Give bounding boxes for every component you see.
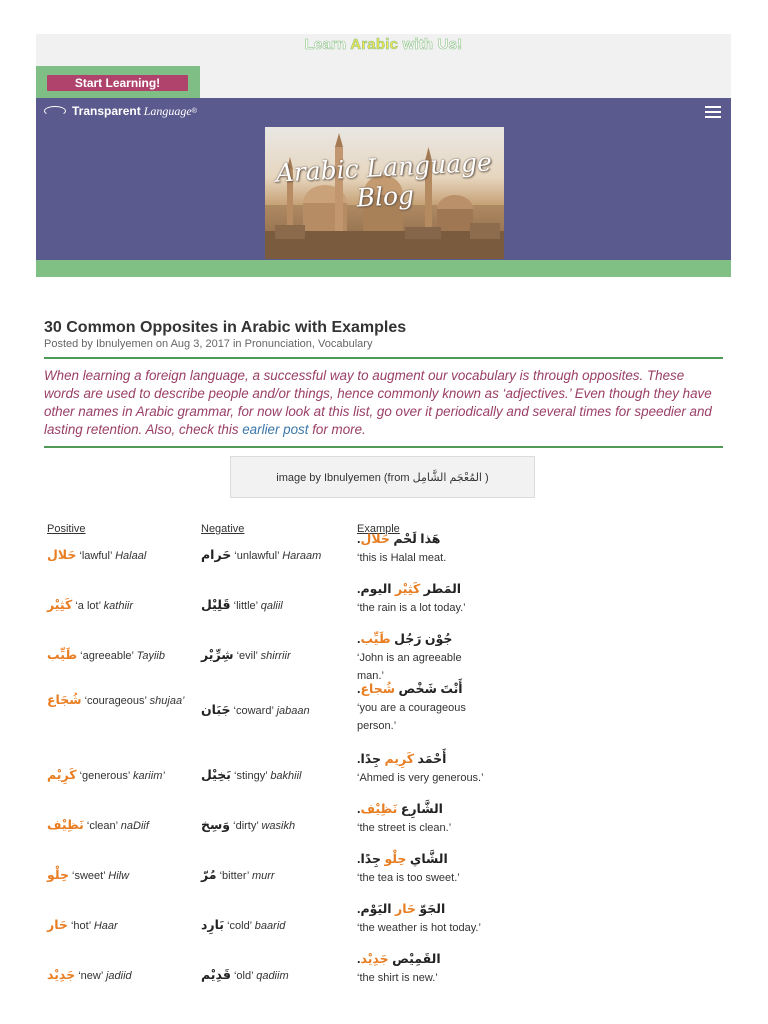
example-arabic: أَنْتَ شَخْص شُجاع. (357, 682, 463, 696)
positive-gloss: ‘sweet’ (72, 870, 106, 882)
example-cell (357, 630, 487, 685)
example-arabic: القَمِيْص جَدِيْد. (357, 952, 441, 966)
positive-translit: jadiid (105, 970, 132, 982)
negative-cell (201, 816, 351, 835)
intro-end: for more. (308, 422, 366, 437)
positive-arabic: كَثِيْر (47, 598, 73, 612)
positive-cell (47, 646, 187, 665)
negative-cell (201, 766, 351, 785)
positive-gloss: ‘generous’ (79, 770, 130, 782)
table-row (44, 952, 723, 990)
author-link[interactable]: Ibnulyemen (95, 338, 153, 350)
positive-cell (47, 596, 187, 615)
negative-cell (201, 866, 351, 885)
example-english: ‘the rain is a lot today.’ (357, 602, 466, 614)
example-cell (357, 850, 487, 887)
cta-box (36, 66, 200, 98)
negative-translit: jabaan (276, 705, 310, 717)
negative-gloss: ‘coward’ (233, 705, 274, 717)
example-cell (357, 950, 487, 987)
negative-translit: bakhiil (270, 770, 302, 782)
positive-gloss: ‘a lot’ (75, 600, 101, 612)
positive-translit: shujaa’ (149, 695, 185, 707)
post-title[interactable]: 30 Common Opposites in Arabic with Examples (44, 319, 407, 336)
cta-strip (36, 64, 731, 98)
positive-cell (47, 866, 187, 885)
positive-gloss: ‘lawful’ (79, 550, 113, 562)
positive-translit: Tayiib (136, 650, 165, 662)
positive-cell (47, 691, 187, 710)
negative-translit: shirriir (260, 650, 291, 662)
negative-cell (201, 701, 351, 720)
positive-arabic: حَار (47, 918, 68, 932)
header-positive: Positive (47, 523, 86, 535)
table-row (44, 802, 723, 855)
positive-cell (47, 546, 187, 565)
promo-bar (36, 34, 731, 64)
header-negative: Negative (201, 523, 245, 535)
promo-suffix: with Us! (398, 36, 463, 53)
example-arabic: المَطر كَثِيْر اليوم. (357, 582, 462, 596)
example-arabic: الشَّارِع نَظِيْف. (357, 802, 443, 816)
negative-cell (201, 546, 351, 565)
negative-gloss: ‘old’ (233, 970, 254, 982)
hamburger-menu-icon[interactable] (705, 106, 721, 118)
positive-cell (47, 966, 187, 985)
intro-text: When learning a foreign language, a successful way to augment our vocabulary is through opposites. These words are used to describe people and/or things, hence commonly known as ‘adjectives.’ Even though they have other names in Arabic grammar, for now look at this list, go over it periodically and several times for speedier and lasting retention. Also, check this (44, 368, 712, 437)
positive-translit: Haar (93, 920, 118, 932)
intro-paragraph (44, 367, 723, 439)
positive-translit: Halaal (115, 550, 147, 562)
negative-gloss: ‘little’ (233, 600, 258, 612)
example-arabic: أَحْمَد كَرِيم جِدًا. (357, 752, 447, 766)
positive-arabic: نَظِيْف (47, 818, 84, 832)
banner-title: Arabic Language Blog (274, 147, 493, 213)
image-caption: image by Ibnulyemen (from المُعْجَم الشَّامِل ) (230, 456, 535, 498)
table-row (44, 902, 723, 955)
negative-gloss: ‘bitter’ (219, 870, 249, 882)
example-english: ‘the tea is too sweet.’ (357, 872, 460, 884)
transparent-language-logo[interactable] (44, 104, 197, 118)
example-arabic: الجَوّ حَار اليَوْم. (357, 902, 446, 916)
positive-cell (47, 916, 187, 935)
example-arabic: هَذا لَحْم حَلال. (357, 532, 441, 546)
positive-translit: kathiir (103, 600, 134, 612)
negative-translit: baarid (254, 920, 286, 932)
logo-registered-mark: ® (191, 107, 197, 115)
negative-arabic: وَسِخ (201, 818, 231, 832)
negative-gloss: ‘stingy’ (234, 770, 268, 782)
positive-arabic: حِلْو (47, 868, 69, 882)
promo-headline[interactable] (36, 36, 731, 53)
example-english: ‘the shirt is new.’ (357, 972, 438, 984)
divider-top (44, 357, 723, 359)
negative-cell (201, 596, 351, 615)
example-english: ‘John is an agreeable man.’ (357, 652, 462, 682)
example-arabic: جُوْن رَجُل طَيِّب. (357, 632, 453, 646)
negative-arabic: قَلِيْل (201, 598, 231, 612)
positive-gloss: ‘clean’ (86, 820, 118, 832)
positive-translit: naDiif (120, 820, 149, 832)
meta-prefix: Posted by (44, 338, 96, 350)
table-row (44, 532, 723, 585)
category-vocabulary-link[interactable]: Vocabulary (318, 338, 373, 350)
example-english: ‘Ahmed is very generous.’ (357, 772, 484, 784)
negative-gloss: ‘cold’ (227, 920, 252, 932)
positive-translit: Hilw (108, 870, 130, 882)
negative-translit: wasikh (261, 820, 296, 832)
example-cell (357, 750, 487, 787)
example-cell (357, 580, 487, 617)
negative-gloss: ‘evil’ (236, 650, 258, 662)
negative-arabic: حَرام (201, 548, 232, 562)
example-english: ‘the street is clean.’ (357, 822, 452, 834)
positive-gloss: ‘courageous’ (84, 695, 147, 707)
negative-gloss: ‘dirty’ (233, 820, 259, 832)
negative-translit: Haraam (282, 550, 322, 562)
table-row (44, 632, 723, 685)
example-arabic: الشَّاي حِلْو جِدًا. (357, 852, 448, 866)
category-pronunciation-link[interactable]: Pronunciation (244, 338, 312, 350)
header-example: Example (357, 523, 400, 535)
green-band (36, 260, 731, 277)
table-row (44, 752, 723, 805)
blog-banner-image[interactable] (265, 127, 504, 259)
site-header (36, 98, 731, 260)
logo-swoosh-icon (44, 106, 66, 116)
positive-gloss: ‘hot’ (70, 920, 91, 932)
negative-translit: murr (251, 870, 275, 882)
positive-cell (47, 766, 187, 785)
positive-translit: kariim’ (133, 770, 165, 782)
logo-word-transparent: Transparent (72, 104, 141, 118)
negative-cell (201, 966, 351, 985)
positive-arabic: جَدِيْد (47, 968, 76, 982)
negative-arabic: جَبَان (201, 703, 231, 717)
meta-date: on Aug 3, 2017 in (152, 338, 245, 350)
example-english: ‘this is Halal meat. (357, 552, 447, 564)
positive-arabic: طَيِّب (47, 648, 78, 662)
table-row (44, 582, 723, 635)
start-learning-button[interactable]: Start Learning! (47, 75, 188, 91)
negative-arabic: بَارِد (201, 918, 224, 932)
promo-prefix: Learn (304, 36, 351, 53)
positive-gloss: ‘agreeable’ (80, 650, 134, 662)
negative-translit: qadiim (256, 970, 289, 982)
example-cell (357, 530, 487, 567)
promo-accent: Arabic (350, 36, 399, 53)
table-row (44, 682, 723, 735)
negative-cell (201, 916, 351, 935)
positive-cell (47, 816, 187, 835)
negative-arabic: قَدِيْم (201, 968, 231, 982)
negative-arabic: بَخِيْل (201, 768, 231, 782)
example-cell (357, 800, 487, 837)
positive-arabic: كَرِيْم (47, 768, 77, 782)
negative-arabic: شِرِّيْر (201, 648, 234, 662)
table-row (44, 852, 723, 905)
example-cell (357, 900, 487, 937)
divider-bottom (44, 446, 723, 448)
negative-translit: qaliil (260, 600, 283, 612)
positive-gloss: ‘new’ (78, 970, 103, 982)
example-english: ‘the weather is hot today.’ (357, 922, 481, 934)
earlier-post-link[interactable]: earlier post (242, 422, 309, 437)
negative-gloss: ‘unlawful’ (234, 550, 280, 562)
negative-cell (201, 646, 351, 665)
page (36, 34, 731, 990)
example-english: ‘you are a courageous person.’ (357, 702, 466, 732)
post-meta (44, 338, 372, 350)
example-cell (357, 680, 487, 735)
positive-arabic: شُجَاع (47, 693, 82, 707)
meta-sep: , (311, 338, 319, 350)
logo-word-language: Language (143, 103, 192, 118)
negative-arabic: مُرّ (201, 868, 217, 882)
positive-arabic: حَلال (47, 548, 77, 562)
